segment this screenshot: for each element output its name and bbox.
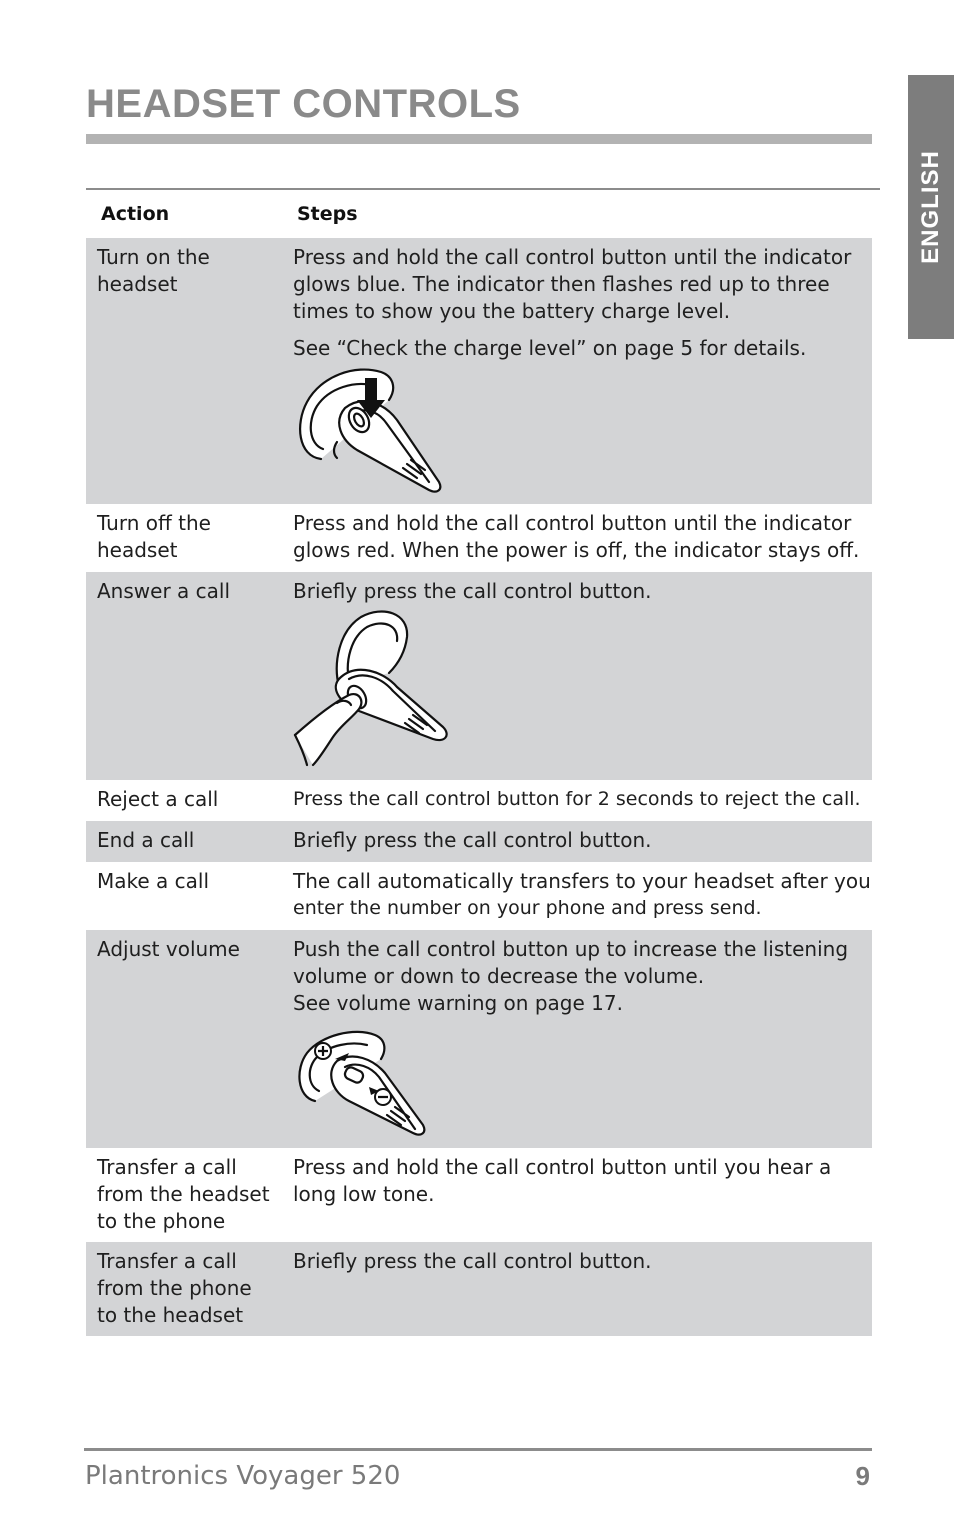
row-steps: Briefly press the call control button. xyxy=(282,572,872,780)
table-row xyxy=(86,780,872,821)
footer-rule xyxy=(84,1448,872,1451)
headset-press-button-icon xyxy=(293,364,453,496)
footer-product-name: Plantronics Voyager 520 xyxy=(85,1461,401,1491)
table-row xyxy=(86,238,872,504)
page-title: HEADSET CONTROLS xyxy=(86,82,521,126)
row-steps: Press the call control button for 2 seconds to reject the call. xyxy=(293,788,861,810)
row-action: Reject a call xyxy=(97,787,219,811)
language-tab-label: ENGLISH xyxy=(917,150,944,264)
finger-press-headset-icon xyxy=(293,607,463,767)
row-action: Adjust volume xyxy=(97,937,240,961)
row-steps: Push the call control button up to increase the listening volume or down to decrease the volume. See volume warning on page 17. xyxy=(282,930,872,1148)
row-action: Answer a call xyxy=(97,579,230,603)
row-action: Turn off the headset xyxy=(97,511,211,562)
charge-level-reference: See “Check the charge level” on page 5 for details. xyxy=(293,336,807,360)
row-action: Transfer a call from the phone to the headset xyxy=(97,1249,252,1327)
row-steps: The call automatically transfers to your headset after you enter the number on your phone and press send. xyxy=(293,869,871,919)
row-steps: Briefly press the call control button. xyxy=(293,1249,652,1273)
row-steps: Briefly press the call control button. xyxy=(293,828,652,852)
table-row xyxy=(86,1242,872,1336)
row-steps: Press and hold the call control button until you hear a long low tone. xyxy=(293,1155,832,1206)
row-action: Turn on the headset xyxy=(97,245,210,296)
table-row xyxy=(86,821,872,862)
row-steps: Press and hold the call control button until the indicator glows blue. The indicator then flashes red up to three times to show you the battery charge level. See “Check the charge level” on page 5 for details. xyxy=(282,238,872,504)
title-rule xyxy=(86,134,872,144)
row-action: End a call xyxy=(97,828,195,852)
language-tab xyxy=(908,75,954,339)
table-row xyxy=(86,504,872,572)
header-action: Action xyxy=(101,203,170,225)
headset-controls-table xyxy=(86,190,872,1336)
table-row xyxy=(86,1148,872,1242)
row-steps: Press and hold the call control button until the indicator glows red. When the power is off, the indicator stays off. xyxy=(293,511,860,562)
header-steps: Steps xyxy=(297,203,358,225)
table-row xyxy=(86,930,872,1148)
table-row xyxy=(86,862,872,930)
footer-page-number: 9 xyxy=(855,1461,870,1491)
table-row xyxy=(86,572,872,780)
table-header-row xyxy=(86,190,872,238)
row-action: Make a call xyxy=(97,869,210,893)
row-action: Transfer a call from the headset to the phone xyxy=(97,1155,270,1233)
headset-volume-icon xyxy=(293,1029,433,1141)
